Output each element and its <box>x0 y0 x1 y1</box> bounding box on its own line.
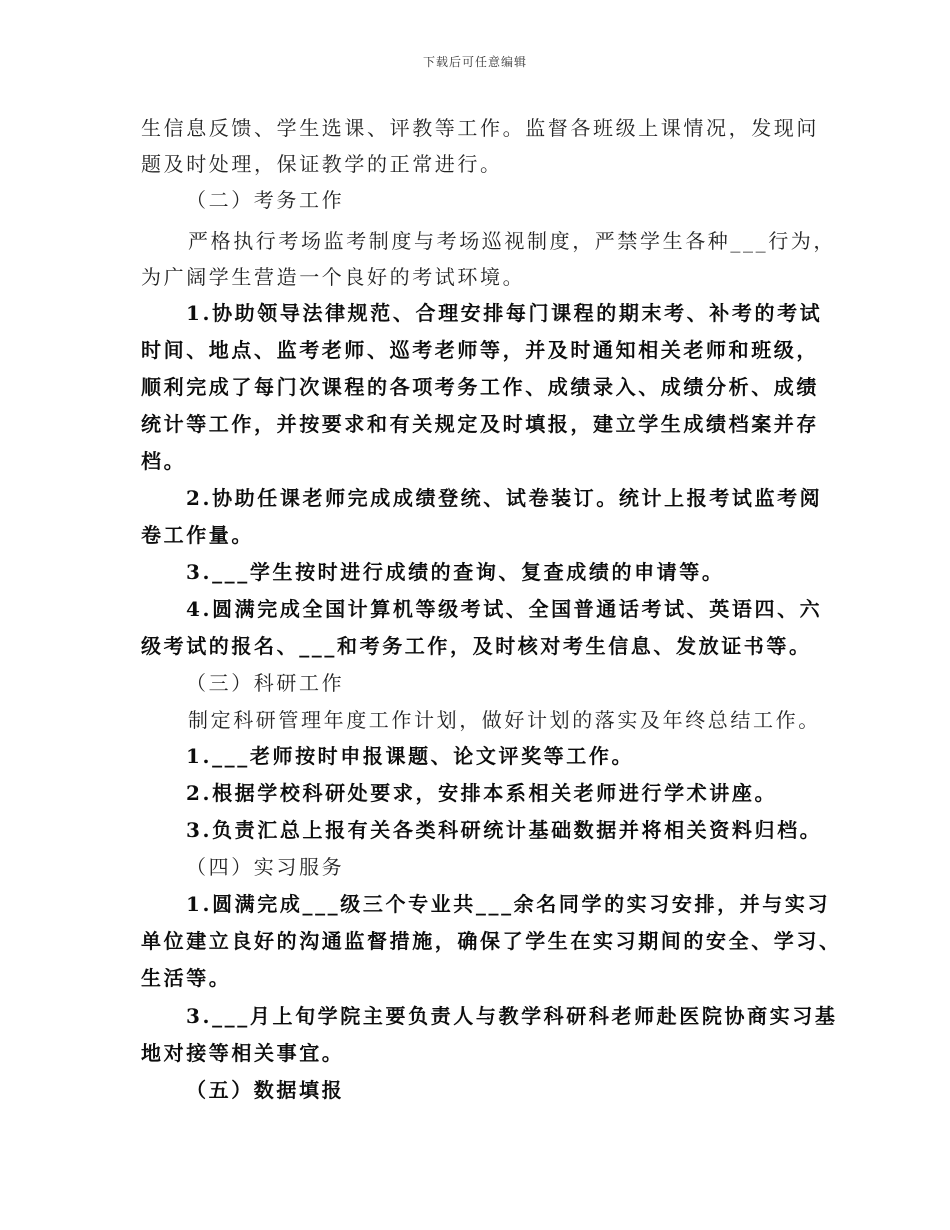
body-line: 生信息反馈、学生选课、评教等工作。监督各班级上课情况，发现问 <box>141 116 819 140</box>
body-line: 严格执行考场监考制度与考场巡视制度，严禁学生各种___行为， <box>188 229 836 253</box>
body-line: 生活等。 <box>141 966 232 990</box>
body-line: 3.负责汇总上报有关各类科研统计基础数据并将相关资料归档。 <box>186 818 823 842</box>
body-line: 题及时处理，保证教学的正常进行。 <box>141 152 503 176</box>
section-heading: （四）实习服务 <box>186 855 345 879</box>
body-line: 2.协助任课老师完成成绩登统、试卷装订。统计上报考试监考阅 <box>186 486 823 510</box>
body-line: 2.根据学校科研处要求，安排本系相关老师进行学术讲座。 <box>186 781 778 805</box>
body-line: 卷工作量。 <box>141 523 254 547</box>
body-line: 1.___老师按时申报课题、论文评奖等工作。 <box>186 744 635 768</box>
body-line: 级考试的报名、___和考务工作，及时核对考生信息、发放证书等。 <box>141 634 812 658</box>
body-line: 统计等工作，并按要求和有关规定及时填报，建立学生成绩档案并存 <box>141 412 819 436</box>
body-line: 1.圆满完成___级三个专业共___余名同学的实习安排，并与实习 <box>186 892 831 916</box>
body-line: 时间、地点、监考老师、巡考老师等，并及时通知相关老师和班级， <box>141 338 819 362</box>
body-line: 顺利完成了每门次课程的各项考务工作、成绩录入、成绩分析、成绩 <box>141 375 819 399</box>
body-line: 4.圆满完成全国计算机等级考试、全国普通话考试、英语四、六 <box>186 597 823 621</box>
body-line: 单位建立良好的沟通监督措施，确保了学生在实习期间的安全、学习、 <box>141 929 842 953</box>
body-line: 制定科研管理年度工作计划，做好计划的落实及年终总结工作。 <box>188 708 821 732</box>
body-line: 3.___学生按时进行成绩的查询、复查成绩的申请等。 <box>186 560 725 584</box>
body-line: 档。 <box>141 449 187 473</box>
body-line: 3.___月上旬学院主要负责人与教学科研科老师赴医院协商实习基 <box>186 1004 838 1028</box>
section-heading: （三）科研工作 <box>186 671 345 695</box>
page-header: 下载后可任意编辑 <box>422 55 527 69</box>
section-heading: （二）考务工作 <box>186 188 345 212</box>
body-line: 为广阔学生营造一个良好的考试环境。 <box>141 265 526 289</box>
body-line: 地对接等相关事宜。 <box>141 1041 345 1065</box>
section-heading: （五）数据填报 <box>186 1078 345 1102</box>
body-line: 1.协助领导法律规范、合理安排每门课程的期末考、补考的考试 <box>186 301 823 325</box>
